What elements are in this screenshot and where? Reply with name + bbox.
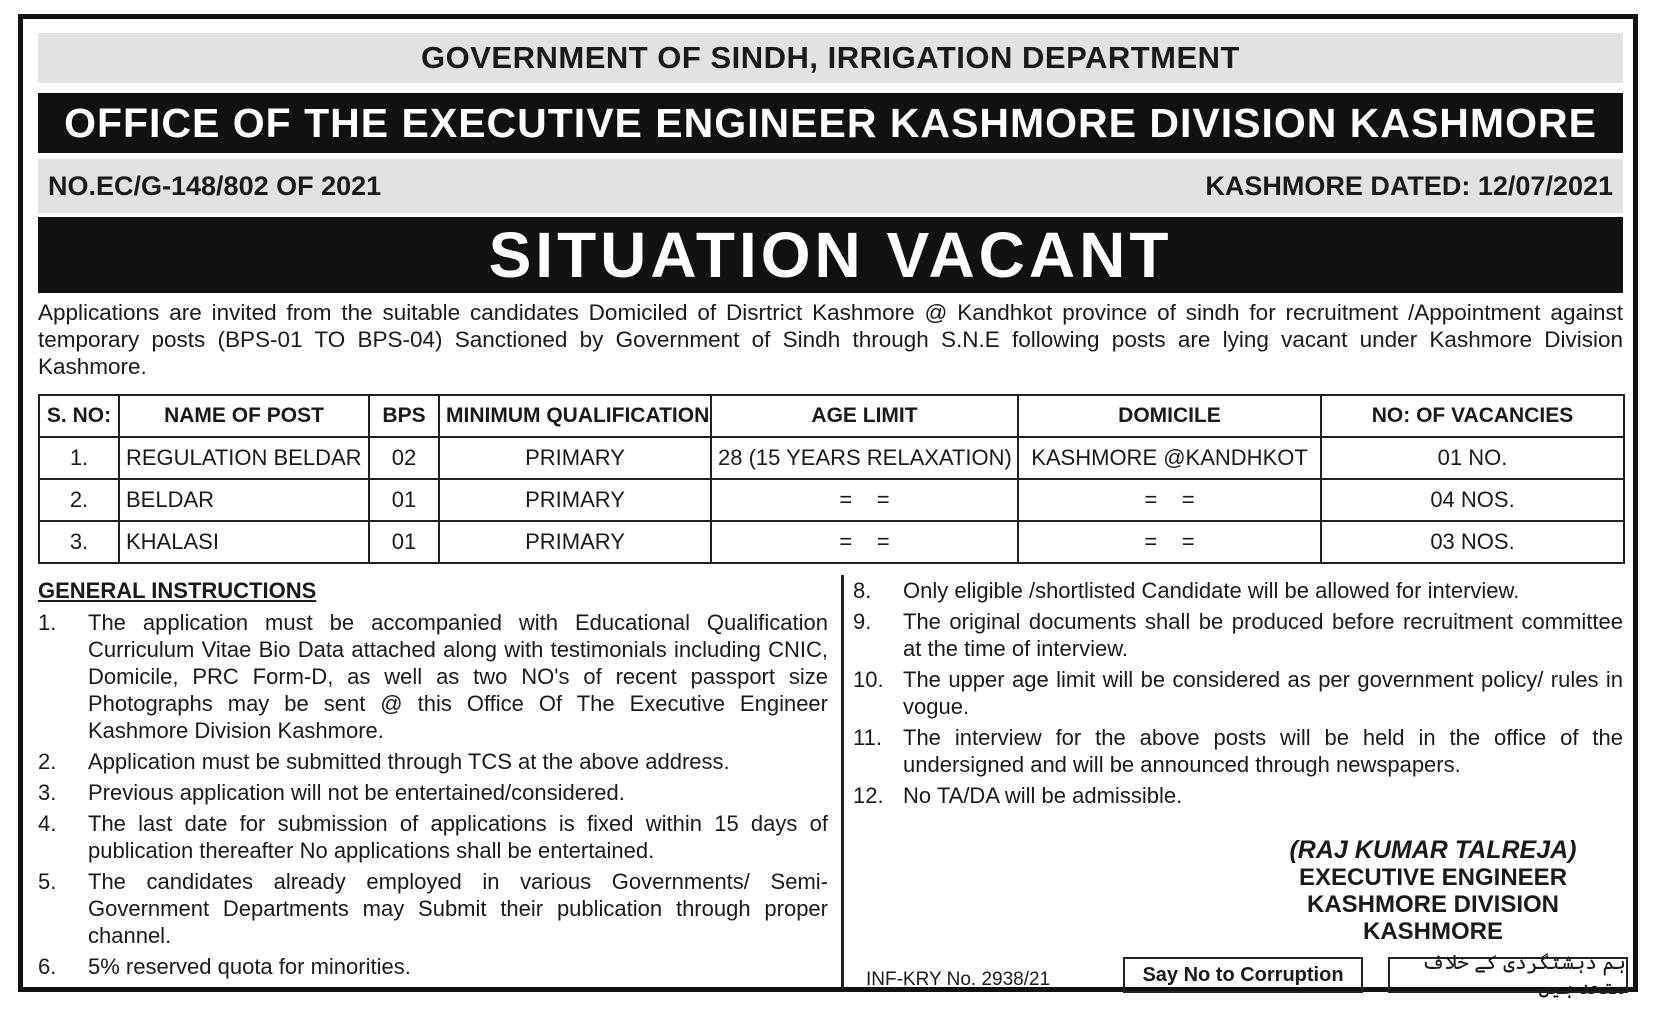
table-cell: = = [1018,479,1321,521]
item-number: 10. [853,667,884,692]
signatory-place: KASHMORE [1362,918,1503,945]
item-number: 3. [38,780,57,805]
item-number: 4. [38,811,57,836]
column-header: NO: OF VACANCIES [1321,395,1624,437]
table-cell: = = [1018,521,1321,563]
column-header: AGE LIMIT [711,395,1018,437]
item-text: The original documents shall be produced before recruitment committee at the time of interview. [903,609,1623,661]
list-item [38,868,828,949]
department-header: GOVERNMENT OF SINDH, IRRIGATION DEPARTMENT [38,33,1623,83]
table-cell: 28 (15 YEARS RELAXATION) [711,437,1018,479]
item-text: The upper age limit will be considered as per government policy/ rules in vogue. [903,667,1623,719]
item-text: Previous application will not be entertained/considered. [88,780,625,805]
table-cell: REGULATION BELDAR [119,437,369,479]
list-item [38,779,828,806]
table-cell: 01 [369,521,439,563]
list-item [853,666,1623,720]
table-row [39,479,1624,521]
date-label: KASHMORE DATED: 12/07/2021 [1205,170,1613,201]
table-cell: KHALASI [119,521,369,563]
column-header: NAME OF POST [119,395,369,437]
list-item [38,748,828,775]
intro-paragraph: Applications are invited from the suitable candidates Domiciled of Disrtrict Kashmore @ Kandhkot province of sindh for recruitment /Appointment against temporary posts (BPS-01 TO BPS-04) Sanctioned by Government of Sindh through S.N.E following posts are lying vacant under Kashmore Division Kashmore. [38,300,1623,379]
table-cell: PRIMARY [439,521,711,563]
table-cell: 1. [39,437,119,479]
column-divider [841,575,844,989]
item-number: 1. [38,610,57,635]
table-cell: PRIMARY [439,437,711,479]
table-cell: 2. [39,479,119,521]
column-header: BPS [369,395,439,437]
list-item [38,953,828,980]
list-item [38,609,828,744]
instructions-left-column [38,577,828,984]
table-cell: = = [711,521,1018,563]
item-text: The interview for the above posts will be held in the office of the undersigned and will be announced through newspapers. [903,725,1623,777]
signatory-division: KASHMORE DIVISION [1306,891,1560,918]
item-text: The candidates already employed in various Governments/ Semi-Government Departments may Submit their publication through proper channel. [88,869,828,948]
table-cell: 01 NO. [1321,437,1624,479]
reference-bar [38,159,1623,213]
list-item [853,577,1623,604]
reference-number: NO.EC/G-148/802 OF 2021 [48,170,382,201]
item-number: 12. [853,783,884,808]
column-header: S. NO: [39,395,119,437]
item-text: Only eligible /shortlisted Candidate will be allowed for interview. [903,578,1520,603]
urdu-slogan-box: ہم دہشتگردی کے خلاف متحد ہیں [1388,957,1628,993]
column-header: DOMICILE [1018,395,1321,437]
instructions-title: GENERAL INSTRUCTIONS [38,578,317,603]
list-item [38,810,828,864]
item-number: 11. [853,725,882,750]
table-cell: BELDAR [119,479,369,521]
vacancy-table [38,394,1625,564]
table-cell: 02 [369,437,439,479]
item-number: 2. [38,749,57,774]
item-number: 9. [853,609,872,634]
instructions-right-column [853,577,1623,813]
page-title: SITUATION VACANT [38,217,1623,293]
signatory-designation: EXECUTIVE ENGINEER [1298,864,1568,891]
table-header-row [39,395,1624,437]
signatory-name: (RAJ KUMAR TALREJA) [1289,836,1577,864]
column-header: MINIMUM QUALIFICATION [439,395,711,437]
table-cell: KASHMORE @KANDHKOT [1018,437,1321,479]
inf-number: INF-KRY No. 2938/21 [866,969,1051,990]
item-text: The last date for submission of applications is fixed within 15 days of publication thereafter No applications shall be entertained. [88,811,828,863]
advertisement-frame [18,14,1638,999]
item-number: 8. [853,578,872,603]
item-text: The application must be accompanied with Educational Qualification Curriculum Vitae Bio Data attached along with testimonials including CNIC, Domicile, PRC Form-D, as well as two NO's of recent passport size Photographs may be sent @ this Office Of The Executive Engineer Kashmore Division Kashmore. [88,610,828,743]
item-text: Application must be submitted through TCS at the above address. [88,749,730,774]
item-number: 6. [38,954,57,979]
list-item [853,782,1623,809]
table-row [39,521,1624,563]
table-cell: 3. [39,521,119,563]
list-item [853,608,1623,662]
signature-block [1253,837,1613,945]
anti-corruption-box: Say No to Corruption [1123,957,1363,993]
table-row [39,437,1624,479]
item-text: No TA/DA will be admissible. [903,783,1183,808]
table-cell: PRIMARY [439,479,711,521]
table-cell: 04 NOS. [1321,479,1624,521]
office-header: OFFICE OF THE EXECUTIVE ENGINEER KASHMORE DIVISION KASHMORE [38,93,1623,153]
table-cell: = = [711,479,1018,521]
table-cell: 03 NOS. [1321,521,1624,563]
list-item [853,724,1623,778]
table-cell: 01 [369,479,439,521]
item-text: 5% reserved quota for minorities. [88,954,411,979]
item-number: 5. [38,869,57,894]
